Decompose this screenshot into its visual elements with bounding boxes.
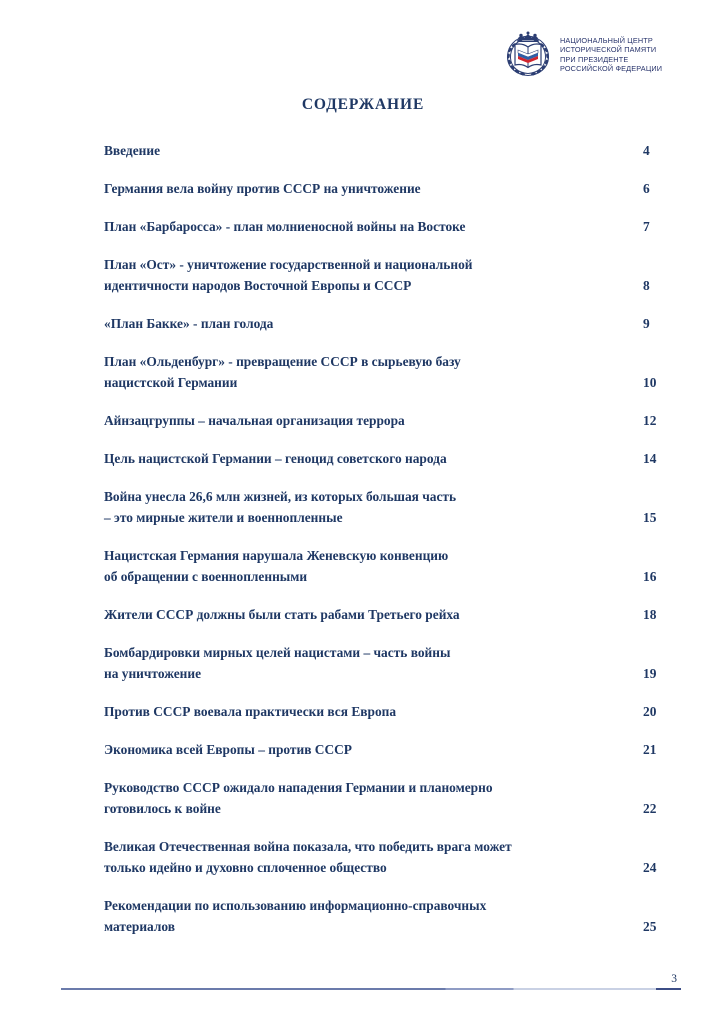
toc-entry[interactable] (104, 739, 669, 760)
toc-entry-line: «План Бакке» - план голода (104, 316, 274, 331)
toc-entry[interactable] (104, 410, 669, 431)
toc-entry-line: Айнзацгруппы – начальная организация террора (104, 413, 405, 428)
toc-entry-line: Рекомендации по использованию информационно-справочных (104, 898, 487, 913)
toc-entry[interactable] (104, 777, 669, 819)
toc-entry-page-number: 10 (643, 375, 657, 390)
toc-entry[interactable] (104, 836, 669, 878)
toc-entry[interactable] (104, 642, 669, 684)
toc-entry-line: Германия вела войну против СССР на уничтожение (104, 181, 421, 196)
toc-entry-page-number: 24 (643, 860, 657, 875)
toc-entry-page-number: 12 (643, 413, 657, 428)
toc-entry-label (104, 545, 448, 587)
toc-entry-line: Введение (104, 143, 161, 158)
toc-entry-label (104, 410, 405, 431)
toc-entry-label (104, 178, 421, 199)
toc-entry-line: Экономика всей Европы – против СССР (104, 742, 352, 757)
toc-entry-line: готовилось к войне (104, 801, 221, 816)
toc-entry[interactable] (104, 140, 669, 161)
toc-entry[interactable] (104, 178, 669, 199)
table-of-contents (104, 140, 669, 954)
toc-entry[interactable] (104, 701, 669, 722)
toc-entry-line: Руководство СССР ожидало нападения Германии и планомерно (104, 780, 493, 795)
toc-entry-label (104, 604, 460, 625)
toc-entry[interactable] (104, 351, 669, 393)
toc-entry-label (104, 448, 447, 469)
toc-entry-line: об обращении с военнопленными (104, 569, 308, 584)
toc-entry-line: Цель нацистской Германии – геноцид советского народа (104, 451, 447, 466)
toc-entry-page-number: 16 (643, 569, 657, 584)
toc-entry-page-number: 21 (643, 742, 657, 757)
toc-entry-line: Война унесла 26,6 млн жизней, из которых большая часть (104, 489, 457, 504)
toc-entry-page-number: 18 (643, 607, 657, 622)
footer-page-number: 3 (671, 973, 677, 985)
toc-entry[interactable] (104, 604, 669, 625)
toc-entry-page-number: 25 (643, 919, 657, 934)
toc-entry-line: – это мирные жители и военнопленные (104, 510, 343, 525)
toc-entry-line: на уничтожение (104, 666, 202, 681)
toc-entry-line: Против СССР воевала практически вся Европа (104, 704, 397, 719)
toc-entry-label (104, 216, 466, 237)
toc-entry[interactable] (104, 895, 669, 937)
toc-entry-label (104, 140, 160, 161)
toc-entry[interactable] (104, 545, 669, 587)
toc-entry-label (104, 254, 473, 296)
toc-entry-label (104, 701, 396, 722)
toc-entry-line: Нацистская Германия нарушала Женевскую конвенцию (104, 548, 449, 563)
toc-entry-line: План «Барбаросса» - план молниеносной войны на Востоке (104, 219, 466, 234)
toc-entry-line: Великая Отечественная война показала, что победить врага может (104, 839, 512, 854)
toc-entry-label (104, 486, 456, 528)
organization-name-line-3: ПРИ ПРЕЗИДЕНТЕ (560, 54, 629, 64)
page-footer (61, 972, 681, 990)
toc-entry-page-number: 8 (643, 278, 650, 293)
toc-entry-line: только идейно и духовно сплоченное общество (104, 860, 387, 875)
toc-entry[interactable] (104, 254, 669, 296)
organization-name-line-4: РОССИЙСКОЙ ФЕДЕРАЦИИ (560, 63, 663, 73)
toc-entry-page-number: 7 (643, 219, 650, 234)
toc-entry-page-number: 4 (643, 143, 650, 158)
organization-name-line-1: НАЦИОНАЛЬНЫЙ ЦЕНТР (560, 35, 653, 45)
toc-entry-label (104, 313, 273, 334)
toc-entry-line: нацистской Германии (104, 375, 238, 390)
toc-entry-page-number: 22 (643, 801, 657, 816)
toc-entry-label (104, 777, 493, 819)
toc-entry[interactable] (104, 313, 669, 334)
toc-entry-line: идентичности народов Восточной Европы и СССР (104, 278, 412, 293)
toc-entry[interactable] (104, 448, 669, 469)
toc-entry-label (104, 836, 512, 878)
toc-entry-line: материалов (104, 919, 175, 934)
toc-entry-label (104, 642, 450, 684)
page-title: СОДЕРЖАНИЕ (301, 96, 425, 113)
toc-entry-page-number: 19 (643, 666, 657, 681)
toc-entry[interactable] (104, 486, 669, 528)
toc-entry-page-number: 9 (643, 316, 650, 331)
footer-divider (61, 988, 681, 990)
toc-entry-line: План «Ольденбург» - превращение СССР в сырьевую базу (104, 354, 461, 369)
organization-name-line-2: ИСТОРИЧЕСКОЙ ПАМЯТИ (560, 45, 657, 55)
organization-logo (503, 31, 662, 78)
toc-entry-label (104, 351, 461, 393)
russian-national-emblem-book-laurel-icon (503, 31, 553, 78)
toc-entry-page-number: 6 (643, 181, 650, 196)
toc-entry-line: План «Ост» - уничтожение государственной и национальной (104, 257, 473, 272)
toc-entry-label (104, 739, 352, 760)
organization-name (560, 36, 662, 74)
toc-entry-page-number: 15 (643, 510, 657, 525)
toc-entry-page-number: 14 (643, 451, 657, 466)
toc-entry-line: Жители СССР должны были стать рабами Третьего рейха (104, 607, 460, 622)
toc-entry-line: Бомбардировки мирных целей нацистами – часть войны (104, 645, 451, 660)
toc-entry[interactable] (104, 216, 669, 237)
toc-entry-label (104, 895, 486, 937)
toc-entry-page-number: 20 (643, 704, 657, 719)
